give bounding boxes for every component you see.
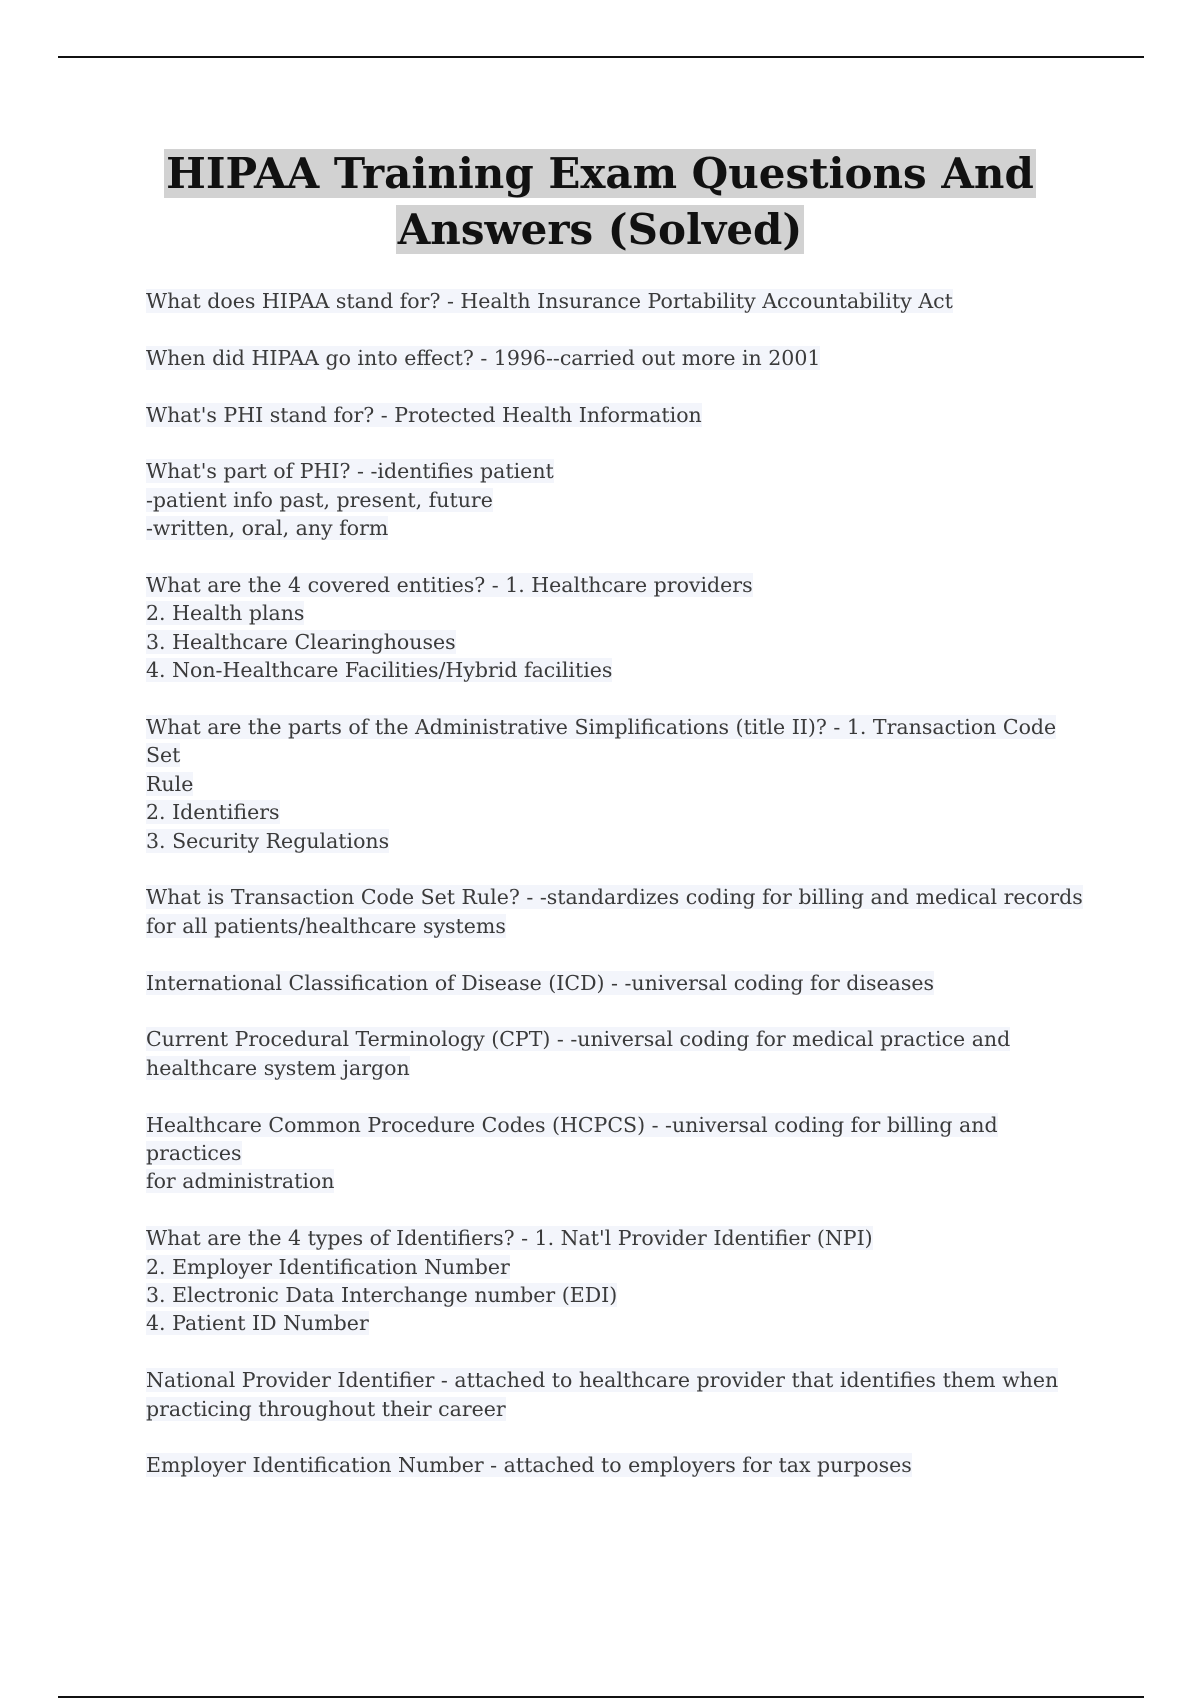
qa-line [146,514,1086,542]
qa-line [146,457,1086,485]
qa-entry [146,401,1086,429]
qa-entry [146,1451,1086,1479]
qa-line-text: -patient info past, present, future [146,487,493,512]
qa-line-text: for administration [146,1169,335,1194]
title-line-2: Answers (Solved) [397,205,803,254]
qa-line-text: When did HIPAA go into effect? - 1996--carried out more in 2001 [146,345,821,370]
qa-line [146,770,1086,798]
qa-line [146,287,1086,315]
qa-line [146,713,1086,770]
qa-line-text: What are the 4 covered entities? - 1. Healthcare providers [146,573,753,597]
qa-entry [146,571,1086,685]
qa-line-text: 2. Identifiers [146,800,280,825]
qa-line-text: National Provider Identifier - attached to healthcare provider that identifies them when [146,1368,1059,1393]
qa-line [146,1366,1086,1394]
qa-line [146,571,1086,599]
qa-line-text: What is Transaction Code Set Rule? - -standardizes coding for billing and medical records [146,885,1083,910]
qa-line-text: What's PHI stand for? - Protected Health Information [146,402,702,427]
qa-line-text: International Classification of Disease (ICD) - -universal coding for diseases [146,970,935,995]
qa-line-text: 4. Patient ID Number [146,1311,369,1336]
qa-line-text: What are the parts of the Administrative Simplifications (title II)? - 1. Transaction Code Set [146,715,1057,768]
qa-line [146,344,1086,372]
qa-line [146,1224,1086,1252]
qa-line [146,1167,1086,1195]
qa-line-text: Current Procedural Terminology (CPT) - -universal coding for medical practice and [146,1027,1011,1052]
qa-line-text: What's part of PHI? - -identifies patient [146,459,554,484]
qa-entry [146,1224,1086,1338]
qa-entry [146,1111,1086,1196]
qa-line-text: 3. Security Regulations [146,828,390,853]
qa-line [146,1054,1086,1082]
qa-line-text: Rule [146,771,194,796]
qa-line [146,883,1086,911]
qa-entry [146,457,1086,542]
qa-line-text: 3. Healthcare Clearinghouses [146,629,456,654]
qa-entry [146,1366,1086,1423]
header-rule [58,56,1144,58]
qa-line [146,827,1086,855]
qa-entry [146,344,1086,372]
qa-line [146,656,1086,684]
qa-line-text: for all patients/healthcare systems [146,913,506,938]
qa-line-text: 4. Non-Healthcare Facilities/Hybrid facilities [146,658,613,683]
qa-list [146,287,1086,1508]
qa-line-text: 2. Health plans [146,601,305,626]
qa-line-text: Employer Identification Number - attached to employers for tax purposes [146,1453,912,1478]
qa-line-text: What are the 4 types of Identifiers? - 1. Nat'l Provider Identifier (NPI) [146,1226,873,1251]
qa-line-text: Healthcare Common Procedure Codes (HCPCS) - -universal coding for billing and practices [146,1112,998,1166]
title-block [0,146,1200,258]
qa-entry [146,883,1086,940]
qa-line-text: healthcare system jargon [146,1055,410,1080]
qa-entry [146,1025,1086,1082]
qa-entry [146,969,1086,997]
qa-line [146,599,1086,627]
qa-line [146,798,1086,826]
qa-line [146,969,1086,997]
qa-line [146,486,1086,514]
qa-line [146,401,1086,429]
qa-line [146,912,1086,940]
qa-line-text: practicing throughout their career [146,1396,506,1421]
qa-entry [146,287,1086,315]
footer-rule [58,1696,1144,1698]
qa-line [146,1253,1086,1281]
qa-line-text: -written, oral, any form [146,516,389,541]
title-line-1: HIPAA Training Exam Questions And [166,149,1034,198]
qa-line [146,1281,1086,1309]
qa-line [146,1309,1086,1337]
qa-line-text: 3. Electronic Data Interchange number (EDI) [146,1283,618,1308]
qa-line [146,1395,1086,1423]
qa-line [146,628,1086,656]
qa-entry [146,713,1086,855]
document-title [0,146,1200,258]
qa-line-text: What does HIPAA stand for? - Health Insurance Portability Accountability Act [146,289,953,313]
qa-line [146,1451,1086,1479]
qa-line-text: 2. Employer Identification Number [146,1254,510,1279]
qa-line [146,1111,1086,1168]
qa-line [146,1025,1086,1053]
